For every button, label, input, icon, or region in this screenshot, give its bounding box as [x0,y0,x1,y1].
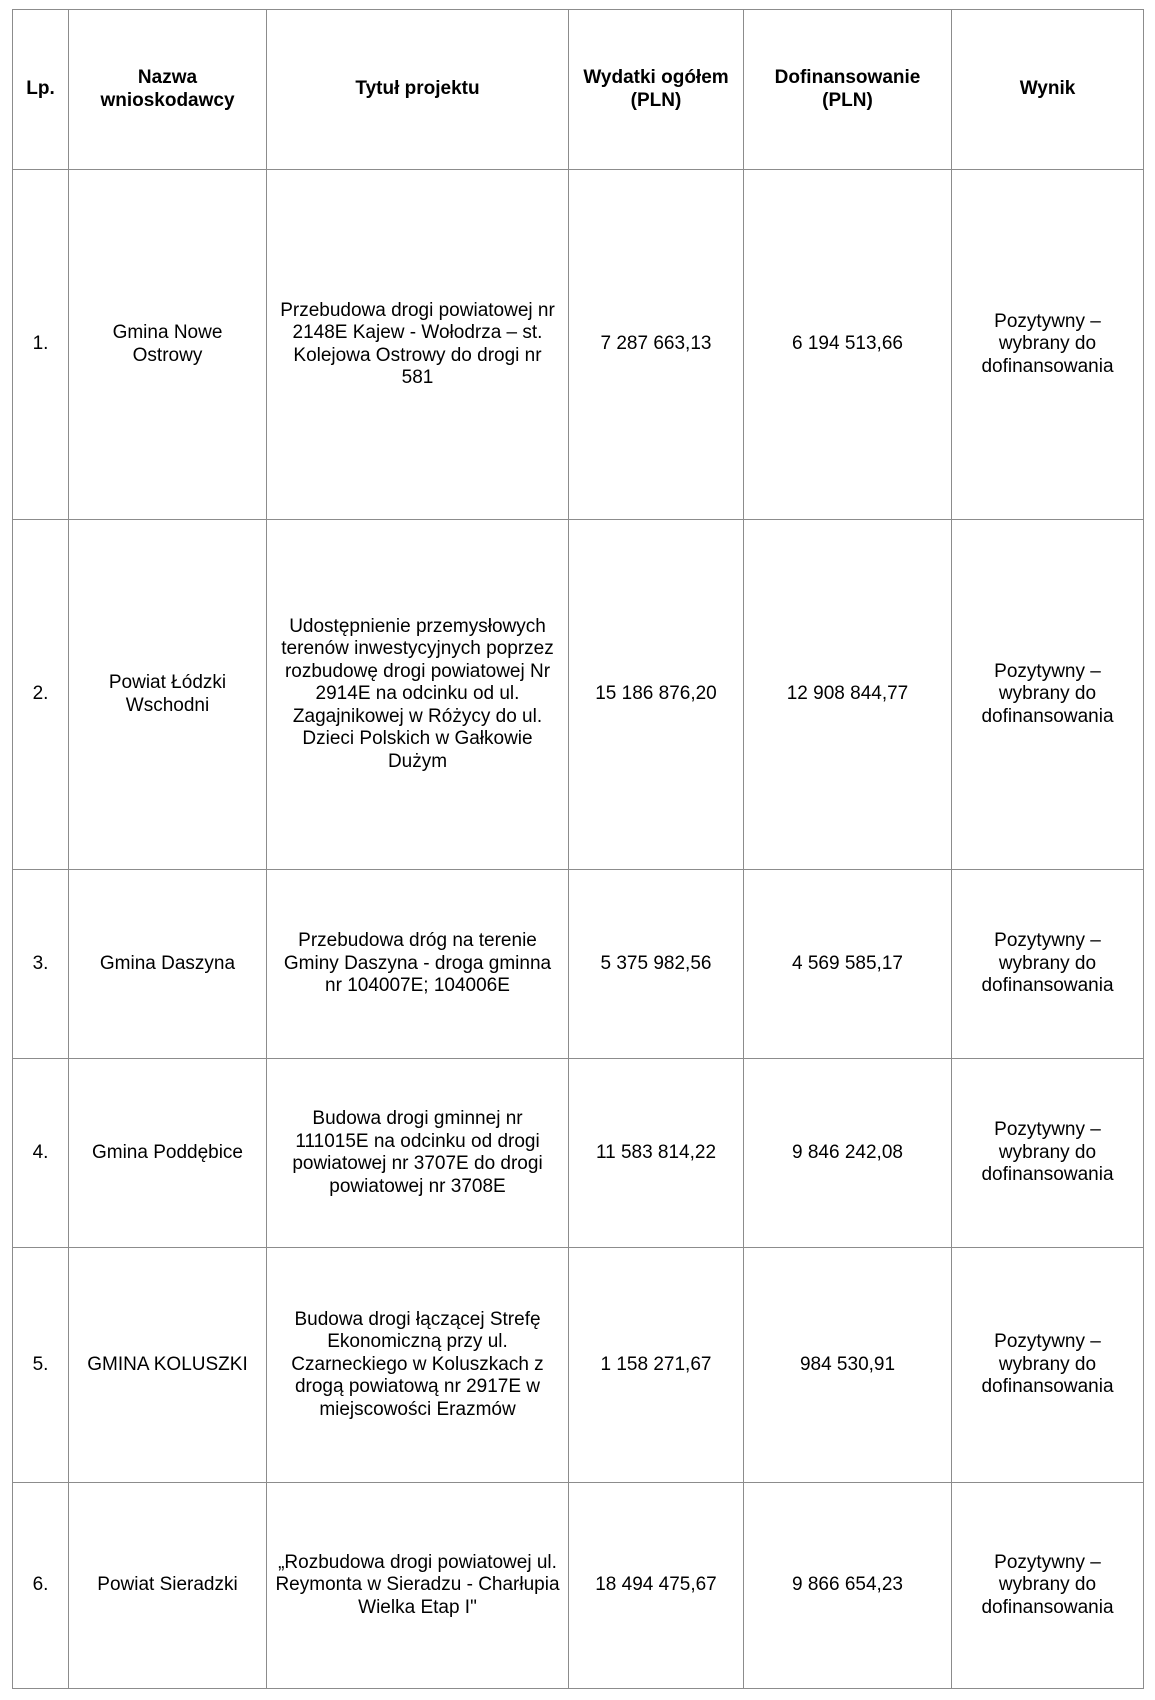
cell-funding: 4 569 585,17 [744,870,952,1059]
cell-result: Pozytywny – wybrany do dofinansowania [952,170,1144,520]
cell-total: 5 375 982,56 [569,870,744,1059]
table-row [13,170,1144,520]
cell-applicant: Gmina Poddębice [69,1059,267,1248]
results-table [12,9,1144,1689]
cell-funding: 6 194 513,66 [744,170,952,520]
cell-applicant: Powiat Łódzki Wschodni [69,520,267,870]
header-lp: Lp. [13,10,69,170]
table-row [13,1483,1144,1689]
table-row [13,1059,1144,1248]
cell-applicant: GMINA KOLUSZKI [69,1248,267,1483]
cell-title: Udostępnienie przemysłowych terenów inwestycyjnych poprzez rozbudowę drogi powiatowej Nr 2914E na odcinku od ul. Zagajnikowej w Różycy do ul. Dzieci Polskich w Gałkowie Dużym [267,520,569,870]
cell-total: 1 158 271,67 [569,1248,744,1483]
cell-lp: 5. [13,1248,69,1483]
cell-lp: 3. [13,870,69,1059]
header-title: Tytuł projektu [267,10,569,170]
cell-title: Budowa drogi gminnej nr 111015E na odcinku od drogi powiatowej nr 3707E do drogi powiatowej nr 3708E [267,1059,569,1248]
cell-lp: 2. [13,520,69,870]
cell-title: Przebudowa drogi powiatowej nr 2148E Kajew - Wołodrza – st. Kolejowa Ostrowy do drogi nr 581 [267,170,569,520]
cell-total: 7 287 663,13 [569,170,744,520]
cell-lp: 6. [13,1483,69,1689]
cell-total: 15 186 876,20 [569,520,744,870]
cell-title: „Rozbudowa drogi powiatowej ul. Reymonta w Sieradzu - Charłupia Wielka Etap I" [267,1483,569,1689]
table-row [13,1248,1144,1483]
cell-lp: 4. [13,1059,69,1248]
cell-result: Pozytywny – wybrany do dofinansowania [952,870,1144,1059]
cell-funding: 9 846 242,08 [744,1059,952,1248]
cell-funding: 9 866 654,23 [744,1483,952,1689]
header-funding: Dofinansowanie (PLN) [744,10,952,170]
cell-applicant: Powiat Sieradzki [69,1483,267,1689]
table-row [13,870,1144,1059]
cell-funding: 984 530,91 [744,1248,952,1483]
table-row [13,520,1144,870]
cell-title: Przebudowa dróg na terenie Gminy Daszyna - droga gminna nr 104007E; 104006E [267,870,569,1059]
cell-applicant: Gmina Nowe Ostrowy [69,170,267,520]
header-row [13,10,1144,170]
cell-total: 11 583 814,22 [569,1059,744,1248]
cell-result: Pozytywny – wybrany do dofinansowania [952,1059,1144,1248]
header-applicant: Nazwa wnioskodawcy [69,10,267,170]
cell-total: 18 494 475,67 [569,1483,744,1689]
cell-title: Budowa drogi łączącej Strefę Ekonomiczną przy ul. Czarneckiego w Koluszkach z drogą powiatową nr 2917E w miejscowości Erazmów [267,1248,569,1483]
cell-result: Pozytywny – wybrany do dofinansowania [952,1248,1144,1483]
header-total: Wydatki ogółem (PLN) [569,10,744,170]
cell-lp: 1. [13,170,69,520]
header-result: Wynik [952,10,1144,170]
cell-result: Pozytywny – wybrany do dofinansowania [952,1483,1144,1689]
cell-result: Pozytywny – wybrany do dofinansowania [952,520,1144,870]
cell-funding: 12 908 844,77 [744,520,952,870]
cell-applicant: Gmina Daszyna [69,870,267,1059]
